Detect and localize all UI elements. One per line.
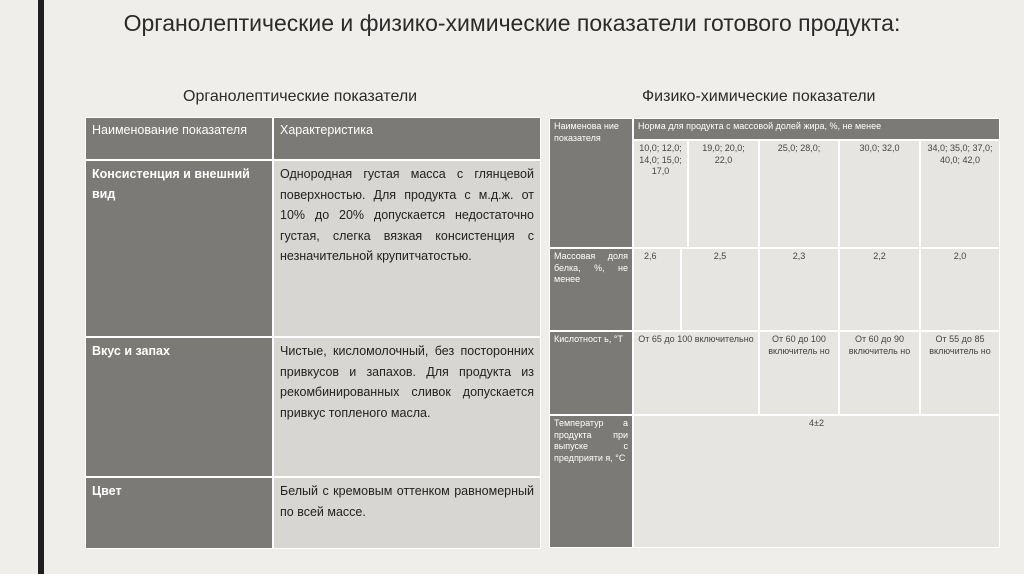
temperature-name: Температур а продукта при выпуске с предприяти я, °С xyxy=(549,415,633,548)
protein-value-3: 2,3 xyxy=(759,248,839,331)
acidity-value-3: От 60 до 90 включитель но xyxy=(839,331,920,415)
row-name-consistency: Консистенция и внешний вид xyxy=(85,160,273,337)
table-row xyxy=(85,160,541,337)
organoleptic-table xyxy=(85,117,541,549)
header-norm: Норма для продукта с массовой долей жира, %, не менее xyxy=(633,118,1000,140)
table-row xyxy=(85,477,541,549)
protein-value-4: 2,2 xyxy=(839,248,920,331)
protein-name: Массовая доля белка, %, не менее xyxy=(549,248,633,331)
header-indicator-name: Наименова ние показателя xyxy=(549,118,633,248)
acidity-name: Кислотност ь, °Т xyxy=(549,331,633,415)
physchem-table xyxy=(549,118,1000,548)
physchem-caption: Физико-химические показатели xyxy=(642,88,876,105)
protein-value-5: 2,0 xyxy=(920,248,1000,331)
acidity-value-4: От 55 до 85 включитель но xyxy=(920,331,1000,415)
row-name-taste: Вкус и запах xyxy=(85,337,273,477)
table-row xyxy=(85,337,541,477)
temperature-value: 4±2 xyxy=(633,415,1000,548)
row-name-color: Цвет xyxy=(85,477,273,549)
fat-group-3: 25,0; 28,0; xyxy=(759,140,839,248)
organoleptic-caption: Органолептические показатели xyxy=(183,88,418,105)
table-header-row xyxy=(85,117,541,160)
fat-group-1: 10,0; 12,0; 14,0; 15,0; 17,0 xyxy=(633,140,688,248)
acidity-value-1: От 65 до 100 включительно xyxy=(633,331,759,415)
header-indicator-name: Наименование показателя xyxy=(85,117,273,160)
fat-group-5: 34,0; 35,0; 37,0; 40,0; 42,0 xyxy=(920,140,1000,248)
row-value-consistency: Однородная густая масса с глянцевой поверхностью. Для продукта с м.д.ж. от 10% до 20% допускается недостаточно густая, слегка вязкая консистенция с незначительной крупитчатостью. xyxy=(273,160,541,337)
fat-group-4: 30,0; 32,0 xyxy=(839,140,920,248)
row-value-taste: Чистые, кисломолочный, без посторонних привкусов и запахов. Для продукта из рекомбинированных сливок допускается привкус топленого масла. xyxy=(273,337,541,477)
protein-value-2: 2,5 xyxy=(681,248,759,331)
fat-group-2: 19,0; 20,0; 22,0 xyxy=(688,140,759,248)
row-value-color: Белый с кремовым оттенком равномерный по всей массе. xyxy=(273,477,541,549)
acidity-value-2: От 60 до 100 включитель но xyxy=(759,331,839,415)
slide-title: Органолептические и физико-химические показатели готового продукта: xyxy=(123,10,901,36)
header-characteristic: Характеристика xyxy=(273,117,541,160)
left-accent-bar xyxy=(38,0,44,574)
protein-value-1: 2,6 xyxy=(633,248,681,331)
